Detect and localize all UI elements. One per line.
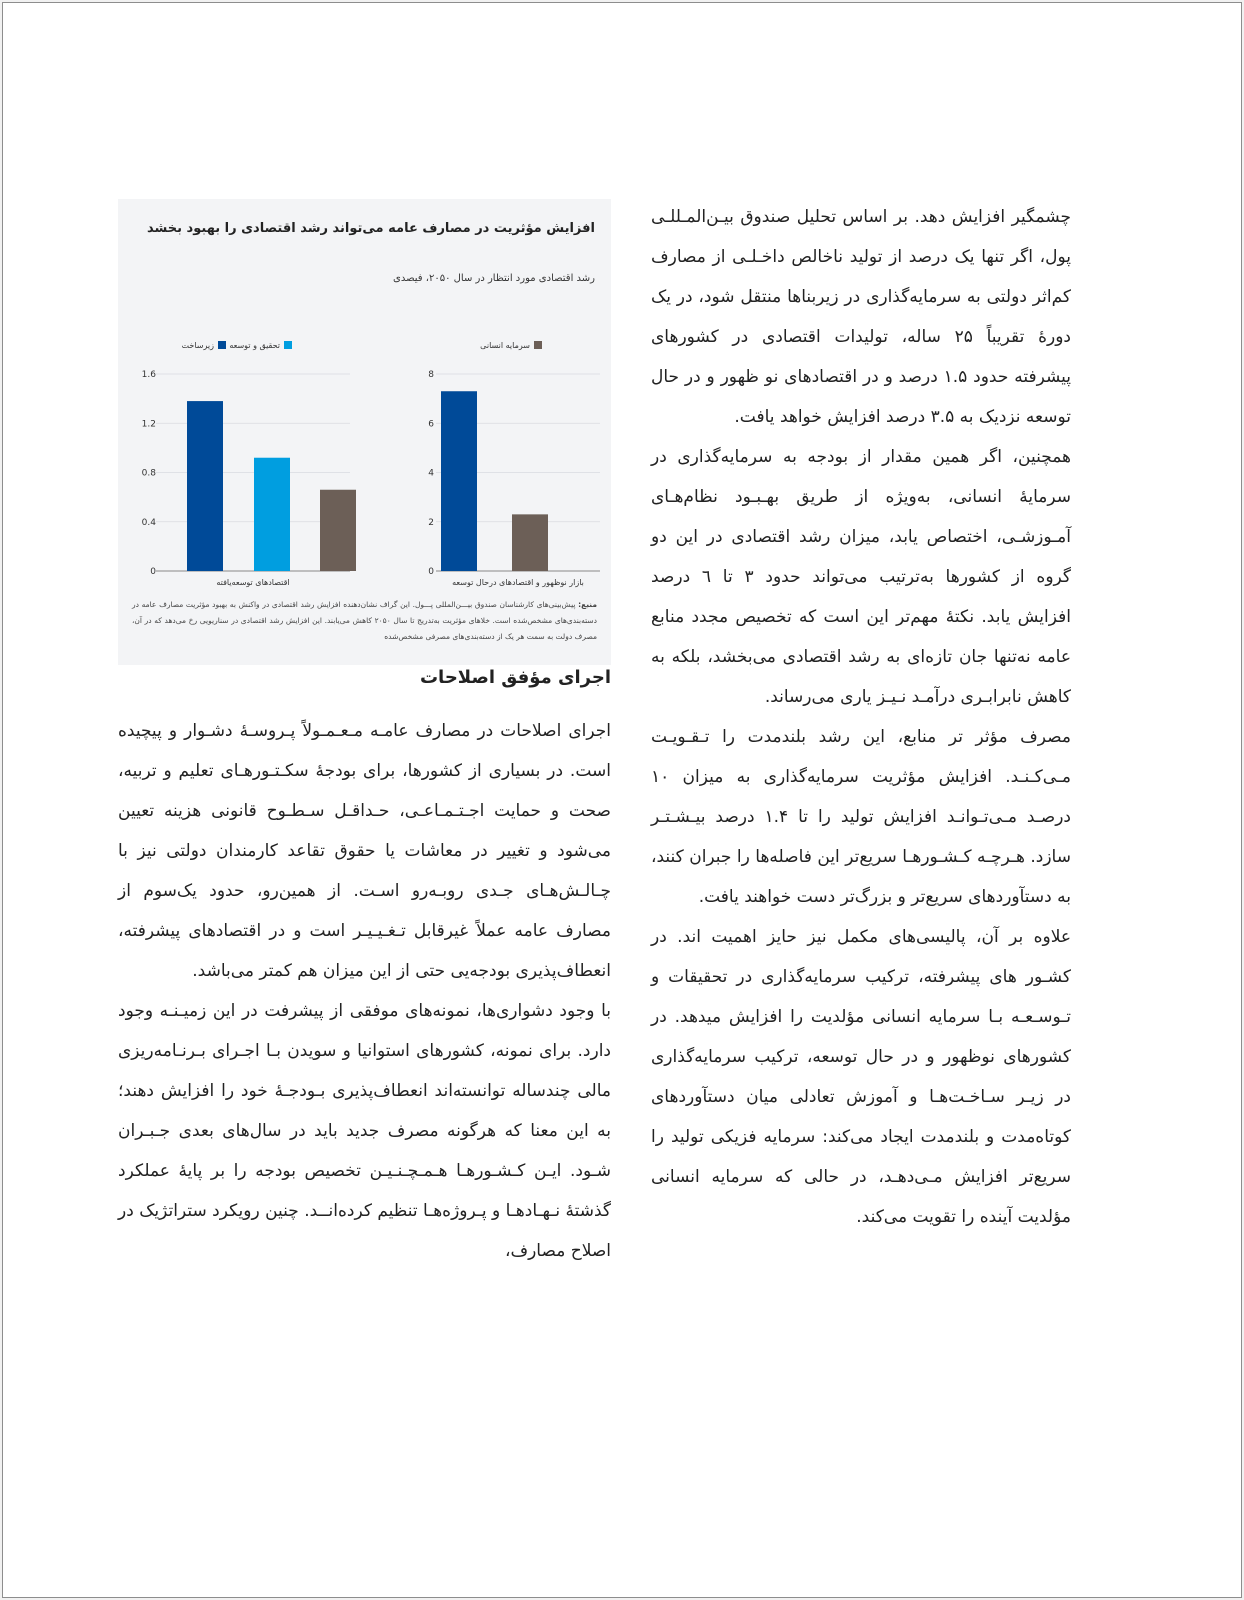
y-tick-label: 0.4 (141, 517, 156, 528)
y-tick-label: 0.8 (141, 468, 156, 479)
paragraph: با وجود دشواری‌ها، نمونه‌های موفقی از پیشرفت در این زمیـنـه وجود دارد. برای نمونه، کشورهای استوانیا و سویدن بـا اجـرای بـرنـامه‌ریزی مالی چندساله توانسته‌اند انعطاف‌پذیری بـودجـهٔ خود را افزایش دهند؛ به این معنا که هرگونه مصرف جدید باید در سال‌های بعدی جـبـران شـود. ایـن کـشـورهـا هـمـچـنـیـن تخصیص بودجه را بر پایهٔ عملکرد گذشتهٔ نـهـادهـا و پـروژه‌هـا تنظیم کرده‌انــد. چنین رویکرد ستراتژیک در اصلاح مصارف، (118, 1001, 611, 1261)
left-column (118, 711, 611, 1271)
bar (320, 490, 356, 571)
bar (254, 458, 290, 571)
legend-swatch (284, 341, 292, 349)
right-column (651, 197, 1071, 1237)
legend-label: سرمایه انسانی (480, 341, 530, 350)
y-tick-label: 8 (428, 370, 434, 380)
legend-swatch (218, 341, 226, 349)
figure-subtitle: رشد اقتصادی مورد انتظار در سال ۲۰۵۰، فیصدی (393, 273, 595, 284)
legend-label: تحقیق و توسعه (229, 341, 280, 350)
y-tick-label: 1.6 (141, 370, 156, 380)
note-label: منبع: (578, 600, 597, 609)
bar (187, 401, 223, 571)
y-tick-label: 2 (428, 517, 434, 528)
y-tick-label: 4 (428, 468, 434, 479)
paragraph: چشمگیر افزایش دهد. بر اساس تحلیل صندوق بیـن‌المـللـی پول، اگر تنها یک درصد از تولید ناخالص داخـلـی از مصارف کم‌اثر دولتی به سرمایه‌گذاری در زیربناها منتقل شود، در یک دورهٔ تقریباً ۲۵ ساله، تولیدات اقتصادی در کشورهای پیشرفته حدود ۱.۵ درصد و در اقتصادهای نو ظهور و در حال توسعه نزدیک به ۳.۵ درصد افزایش خواهد یافت. (651, 207, 1071, 427)
legend-label: زیرساخت (181, 341, 214, 350)
figure-note (132, 597, 597, 645)
bar (441, 391, 477, 571)
y-tick-label: 1.2 (141, 419, 156, 430)
paragraph: علاوه بر آن، پالیسی‌های مکمل نیز حایز اهمیت اند. در کشـور های پیشرفته، ترکیب سرمایه‌گذاری در تحقیقات و تـوسـعـه بـا سرمایه انسانی مؤلدیت را افزایش میدهد. در کشورهای نوظهور و در حال توسعه، ترکیب سرمایه‌گذاری در زیـر سـاخـت‌هـا و آموزش تعادلی میان دستآوردهای کوتاه‌مدت و بلندمدت ایجاد می‌کند: سرمایه فزیکی تولید را سریع‌تر افزایش مـی‌دهـد، در حالی که سرمایه انسانی مؤلدیت آینده را تقویت می‌کند. (651, 927, 1071, 1227)
bar-chart (118, 199, 611, 599)
paragraph: همچنین، اگر همین مقدار از بودجه به سرمایه‌گذاری در سرمایهٔ انسانی، به‌ویژه از طریق بهـبـود نظام‌هـای آمـوزشـی، اختصاص یابد، میزان رشد اقتصادی در این دو گروه از کشورها به‌ترتیب می‌تواند حدود ۳ تا ٦ درصد افزایش یابد. نکتهٔ مهم‌تر این است که تخصیص مجدد منابع عامه نه‌تنها جان تازه‌ای به رشد اقتصادی می‌بخشد، بلکه به کاهش نابرابـری درآمـد نـیـز یاری می‌رساند. (651, 447, 1072, 707)
figure-box (118, 199, 611, 665)
paragraph: مصرف مؤثر تر منابع، این رشد بلندمدت را تـقـویـت مـی‌کـنـد. افزایش مؤثریت سرمایه‌گذاری به میزان ۱۰ درصـد مـی‌تـوانـد افزایش تولید را تا ۱.۴ درصد بیـشـتـر سازد. هـرچـه کـشـورهـا سریع‌تر این فاصله‌ها را جبران کنند، به دستآوردهای سریع‌تر و بزرگ‌تر دست خواهند یافت. (651, 727, 1071, 907)
paragraph: اجرای اصلاحات در مصارف عامـه مـعـمـولاً پـروسـهٔ دشـوار و پیچیده است. در بسیاری از کشورها، برای بودجهٔ سکـتـورهـای تعلیم و تربیه، صحت و حمایت اجـتـمـاعـی، حـداقـل سـطـوح قانونی هزینه تعیین می‌شود و تغییر در معاشات یا حقوق تقاعد کارمندان دولتی نیز با چـالـش‌هـای جـدی روبـه‌رو اسـت. از همین‌رو، حدود یک‌سوم از مصارف عامه عملاً غیرقابل تـغـیـیـر است و در اقتصادهای پیشرفته، انعطاف‌پذیری بودجه‌یی حتی از این میزان هم کمتر می‌باشد. (118, 721, 611, 981)
x-axis-label: اقتصادهای توسعه‌یافته (216, 578, 290, 587)
y-tick-label: 6 (428, 419, 434, 430)
x-axis-label: بازار نوظهور و اقتصادهای درحال توسعه (452, 578, 584, 587)
bar (512, 514, 548, 571)
page (2, 2, 1242, 1598)
note-text: پیش‌بینی‌های کارشناسان صندوق بیـــن‌المللی پـــول. این گراف نشان‌دهنده افزایش رشد اقتصادی در واکنش به بهبود مؤثریت مصارف عامه در دسته‌بندی‌های مشخص‌شده است. خلاهای مؤثریت به‌تدریج تا سال ۲۰۵۰ کاهش می‌یابند. این افزایش رشد اقتصادی در سناریویی رخ می‌دهد که در آن، مصرف دولت به سمت هر یک از دسته‌بندی‌های مصرفی مشخص‌شده (132, 600, 597, 641)
figure-title: افزایش مؤثریت در مصارف عامه می‌تواند رشد اقتصادی را بهبود بخشد (147, 221, 595, 236)
section-heading: اجرای مؤفق اصلاحات (419, 667, 611, 688)
y-tick-label: 0 (150, 567, 156, 577)
legend-swatch (534, 341, 542, 349)
y-tick-label: 0 (428, 567, 434, 577)
